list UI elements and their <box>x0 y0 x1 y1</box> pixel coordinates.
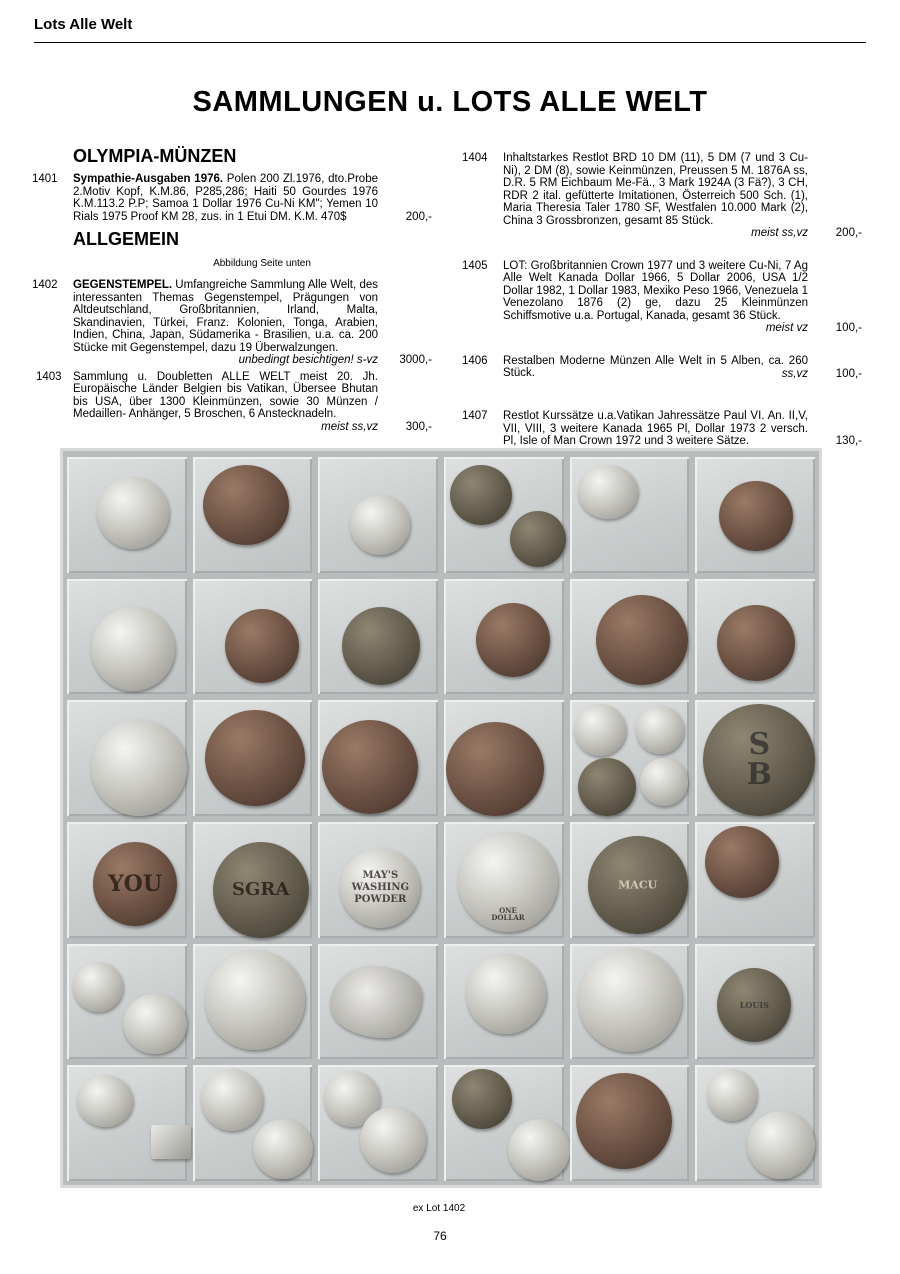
tray-cell <box>67 1065 187 1181</box>
coin-legend-line: MAY'S <box>362 869 399 881</box>
tray-cell <box>444 700 564 816</box>
lot-grade-note: ss,vz <box>781 367 808 380</box>
coin-mays <box>340 848 420 928</box>
coin <box>508 1119 570 1181</box>
lot-number: 1402 <box>32 279 58 291</box>
tray-cell <box>193 579 313 695</box>
header-rule <box>34 42 866 43</box>
lot-description: Sammlung u. Doubletten ALLE WELT meist 20. Jh. Europäische Länder Belgien bis Vatikan, Übersee Bhutan bis USA, über 1300 Kleinmünzen, sowie 30 Münzen / Medaillen- Anhänger, 5 Broschen, 6 Anstecknadeln. <box>73 370 378 420</box>
lot-number: 1401 <box>32 173 58 185</box>
coin <box>747 1111 815 1179</box>
lot-price: 130,- <box>835 435 862 447</box>
tray-cell <box>444 1065 564 1181</box>
coin <box>510 511 566 567</box>
lot-grade-note: meist ss,vz <box>751 227 808 239</box>
coin-you <box>93 842 177 926</box>
lot-description <box>73 173 378 223</box>
coin <box>578 948 682 1052</box>
coin <box>203 465 289 545</box>
tray-cell <box>67 700 187 816</box>
coin-louis <box>717 968 791 1042</box>
tray-cell <box>695 579 815 695</box>
tray-cell <box>444 822 564 938</box>
lot-price: 100,- <box>835 367 862 380</box>
tray-cell <box>193 1065 313 1181</box>
tray-cell <box>67 579 187 695</box>
tray-cell <box>318 822 438 938</box>
right-column <box>462 152 862 448</box>
tray-cell <box>318 700 438 816</box>
coin <box>91 607 175 691</box>
lot-text: Umfangreiche Sammlung Alle Welt, des interessanten Themas Gegenstempel, Prägungen von Altdeutschland, Großbritannien, Irland, Malta, Skandinavien, Türkei, Franz. Kolonien, Tonga, Arabien, Indien, China, Japan, Südamerika - Brasilien, u.a. ca. 200 Stücke mit Gegenstempel, dazu 19 Überwalzungen. <box>73 279 378 354</box>
coin <box>342 607 420 685</box>
tray-cell <box>570 944 690 1060</box>
tray-cell <box>193 700 313 816</box>
coin <box>446 722 544 816</box>
tray-cell <box>193 822 313 938</box>
lot-lead: Sympathie-Ausgaben 1976. <box>73 173 224 185</box>
coin-legend: SGRA <box>232 878 290 900</box>
coin <box>450 465 512 525</box>
coin <box>205 950 305 1050</box>
lot-grade-note: unbedingt besichtigen! s-vz <box>238 354 378 366</box>
coin <box>123 994 187 1054</box>
lot-grade-note: meist ss,vz <box>321 420 378 433</box>
coin <box>253 1119 313 1179</box>
tray-cell <box>318 457 438 573</box>
coin <box>578 758 636 816</box>
coin <box>719 481 793 551</box>
coin-legend: ONE DOLLAR <box>491 905 525 922</box>
lot-1401 <box>32 173 432 223</box>
lot-description <box>73 279 378 354</box>
running-head: Lots Alle Welt <box>34 16 133 33</box>
coin <box>73 962 123 1012</box>
silver-lump <box>330 966 422 1038</box>
tray-cell <box>695 1065 815 1181</box>
coin-one-dollar <box>458 832 558 932</box>
coin-georgius <box>703 704 815 816</box>
coin <box>452 1069 512 1129</box>
lot-number: 1405 <box>462 259 488 272</box>
silver-ingot <box>151 1125 191 1159</box>
lot-price: 100,- <box>835 322 862 334</box>
coin <box>201 1069 263 1131</box>
tray-cell <box>695 944 815 1060</box>
lot-price: 300,- <box>405 420 432 433</box>
lot-text: Polen 200 Zl.1976, dto.Probe 2.Motiv Kopf, K.M.86, P285,286; Haiti 50 Gourdes 1976 K.M.113.2 P.P; Samoa 1 Dollar 1976 Cu-Ni KM"; Yemen 10 Rials 1975 Proof KM 28, zus. in 1 Etui DM. K.M. 470$ <box>73 173 378 223</box>
coin <box>576 1073 672 1169</box>
lot-1402 <box>32 279 432 367</box>
figure-caption: ex Lot 1402 <box>412 1203 466 1214</box>
tray-cell <box>444 579 564 695</box>
lot-grade-note: meist vz <box>765 322 808 334</box>
lot-number: 1404 <box>462 152 488 164</box>
coin-legend: LOUIS <box>739 999 769 1010</box>
lot-description: Restalben Moderne Münzen Alle Welt in 5 Alben, ca. 260 Stück. <box>503 354 808 379</box>
coin <box>97 477 169 549</box>
left-column <box>32 146 432 433</box>
coin <box>205 710 305 806</box>
coin <box>578 465 638 519</box>
tray-cell <box>444 944 564 1060</box>
tray-cell <box>570 822 690 938</box>
coin <box>91 720 187 816</box>
tray-cell <box>695 822 815 938</box>
lot-1403 <box>32 371 432 434</box>
lot-number: 1403 <box>36 370 62 383</box>
coin <box>640 758 688 806</box>
lot-price: 200,- <box>405 210 432 223</box>
tray-cell <box>570 1065 690 1181</box>
coin <box>636 706 684 754</box>
lot-price: 3000,- <box>399 354 432 366</box>
coin <box>466 954 546 1034</box>
coin-legend: S B <box>746 727 772 793</box>
lot-description: LOT: Großbritannien Crown 1977 und 3 weitere Cu-Ni, 7 Ag Alle Welt Kanada Dollar 1966, 5 Dollar 2006, USA 1/2 Dollar 1982, 1 Dollar 1983, Mexiko Peso 1966, Venezuela 1 Venezolano 1876 (2) ge, dazu 25 Kleinmünzen Schiffsmotive u.a. Portugal, Kanada, gesamt 36 Stück. <box>503 259 808 322</box>
lot-number: 1407 <box>462 410 488 422</box>
lot-1407 <box>462 410 862 448</box>
lot-1405 <box>462 260 862 335</box>
coin <box>350 495 410 555</box>
lot-lead: GEGENSTEMPEL. <box>73 279 173 291</box>
lot-description: Restlot Kurssätze u.a.Vatikan Jahressätze Paul VI. An. II,V, VII, VIII, 3 weitere Kanada 1965 Pl, Dollar 1973 2 versch. Pl, Isle of Man Crown 1972 und 3 weitere Sätze. <box>503 410 808 447</box>
tray-cell <box>318 1065 438 1181</box>
tray-cell <box>193 457 313 573</box>
coin-tray-photo <box>60 448 822 1188</box>
coin-tray-grid <box>67 457 815 1181</box>
coin-legend-line: POWDER <box>354 893 407 905</box>
tray-cell <box>193 944 313 1060</box>
tray-cell <box>570 457 690 573</box>
tray-cell <box>570 579 690 695</box>
tray-cell <box>67 457 187 573</box>
coin <box>717 605 795 681</box>
tray-cell <box>444 457 564 573</box>
coin-legend: MACU <box>618 878 658 892</box>
lot-price: 200,- <box>835 227 862 239</box>
lot-1404 <box>462 152 862 240</box>
page-title: SAMMLUNGEN u. LOTS ALLE WELT <box>192 86 708 118</box>
coin-legend: YOU <box>107 870 163 897</box>
coin <box>225 609 299 683</box>
coin <box>322 720 418 814</box>
tray-cell <box>318 944 438 1060</box>
coin-legend-line: WASHING <box>351 881 410 893</box>
page-number: 76 <box>433 1229 447 1243</box>
coin-sgra <box>213 842 309 938</box>
section-heading-allgemein: ALLGEMEIN <box>73 229 179 249</box>
lot-number: 1406 <box>462 354 488 367</box>
tray-cell <box>67 822 187 938</box>
coin <box>476 603 550 677</box>
coin <box>77 1075 133 1127</box>
coin <box>707 1069 757 1121</box>
coin-macu <box>588 836 688 934</box>
tray-cell <box>695 457 815 573</box>
illustration-reference: Abbildung Seite unten <box>213 258 311 269</box>
coin <box>574 704 626 756</box>
lot-description: Inhaltstarkes Restlot BRD 10 DM (11), 5 DM (7 und 3 Cu-Ni), 2 DM (8), sowie Keinmünzen, Preussen 5 M. 1876A ss, D.R. 5 RM Eichbaum Me-Fä., 3 Mark 1924A (3 Fä?), 3 CH, RDR 2 ital. gefütterte Imitationen, Österreich 500 Sch. (1), Maria Theresia Taler 1780 SF, Westfalen 10.000 Mark (2), China 3 Grossbronzen, gesamt 85 Stück. <box>503 152 808 227</box>
tray-cell <box>67 944 187 1060</box>
tray-cell <box>318 579 438 695</box>
coin <box>705 826 779 898</box>
coin <box>596 595 688 685</box>
coin <box>360 1107 426 1173</box>
tray-cell <box>570 700 690 816</box>
lot-1406 <box>462 355 862 381</box>
coin-legend <box>352 870 409 906</box>
tray-cell <box>695 700 815 816</box>
section-heading-olympia: OLYMPIA-MÜNZEN <box>73 146 237 166</box>
